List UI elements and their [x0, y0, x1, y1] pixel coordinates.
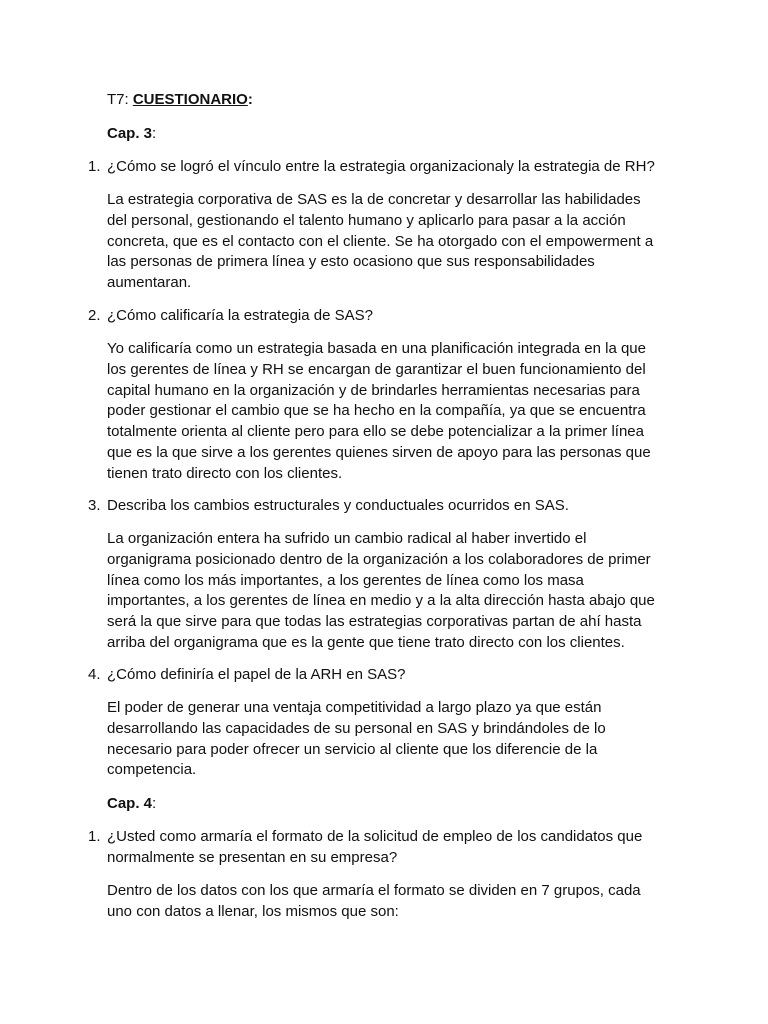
- answer-line: uno con datos a llenar, los mismos que son:: [107, 902, 399, 920]
- answer-line: competencia.: [107, 761, 197, 779]
- question-text: ¿Cómo se logró el vínculo entre la estrategia organizacionaly la estrategia de RH?: [107, 158, 655, 175]
- cap3-answer-2: [107, 339, 662, 485]
- answer-line: concreta, que es el contacto con el cliente. Se ha otorgado con el empowerment a: [107, 232, 654, 250]
- title-suffix: :: [247, 91, 253, 108]
- chapter-4-label: Cap. 4: [107, 795, 153, 812]
- cap3-question-2: [88, 306, 668, 327]
- answer-line: necesario para poder ofrecer un servicio al cliente que los diferencie de la: [107, 740, 598, 758]
- answer-line: los gerentes de línea y RH se encargan de garantizar el buen funcionamiento del: [107, 360, 646, 378]
- question-number: 1.: [88, 158, 101, 175]
- answer-line: capital humano en la organización y de brindarles herramientas necesarias para: [107, 381, 640, 399]
- answer-line: totalmente orienta al cliente pero para ello se debe potencializar a la primer línea: [107, 423, 644, 441]
- answer-line: importantes, a los gerentes de línea en medio y a la alta dirección hasta abajo que: [107, 592, 655, 610]
- question-number: 3.: [88, 497, 101, 514]
- chapter-4-heading: [107, 794, 156, 815]
- cap4-question-1: [88, 827, 668, 869]
- answer-line: del personal, gestionando el talento humano y aplicarlo para pasar a la acción: [107, 211, 626, 229]
- question-number: 4.: [88, 666, 101, 683]
- cap4-answer-1: [107, 881, 662, 923]
- question-number: 2.: [88, 307, 101, 324]
- cap3-question-4: [88, 665, 668, 686]
- chapter-4-colon: :: [152, 795, 157, 812]
- answer-line: El poder de generar una ventaja competitividad a largo plazo ya que están: [107, 699, 602, 716]
- answer-line: organigrama posicionado dentro de la organización a los colaboradores de primer: [107, 550, 651, 568]
- answer-line: será la que sirve para que todas las estrategias corporativas partan de ahí hasta: [107, 613, 642, 631]
- question-text-line: normalmente se presentan en su empresa?: [107, 848, 398, 866]
- answer-line: Yo calificaría como un estrategia basada en una planificación integrada en la que: [107, 340, 646, 357]
- answer-line: La organización entera ha sufrido un cambio radical al haber invertido el: [107, 530, 587, 547]
- answer-line: La estrategia corporativa de SAS es la de concretar y desarrollar las habilidades: [107, 191, 641, 208]
- chapter-3-colon: :: [152, 125, 157, 142]
- question-text: ¿Cómo definiría el papel de la ARH en SAS?: [107, 666, 406, 683]
- answer-line: desarrollando las capacidades de su personal en SAS y brindándoles de lo: [107, 719, 606, 737]
- answer-line: poder gestionar el cambio que se ha hecho en la compañía, ya que se encuentra: [107, 402, 646, 420]
- chapter-3-heading: [107, 124, 156, 145]
- cap3-question-1: [88, 157, 668, 178]
- question-text-line: ¿Usted como armaría el formato de la solicitud de empleo de los candidatos que: [107, 828, 643, 845]
- question-text: Describa los cambios estructurales y conductuales ocurridos en SAS.: [107, 497, 569, 514]
- title-prefix: T7:: [107, 91, 133, 108]
- cap3-answer-1: [107, 190, 662, 294]
- document-title: [107, 90, 253, 111]
- cap3-answer-4: [107, 698, 662, 781]
- answer-line: aumentaran.: [107, 274, 192, 292]
- question-text: ¿Cómo calificaría la estrategia de SAS?: [107, 307, 373, 324]
- cap3-question-3: [88, 496, 668, 517]
- question-number: 1.: [88, 828, 101, 845]
- cap3-answer-3: [107, 529, 662, 654]
- answer-line: arriba del organigrama que es la gente que tiene trato directo con los clientes.: [107, 633, 625, 651]
- answer-line: línea como los más importantes, a los gerentes de línea como los masa: [107, 571, 584, 589]
- answer-line: tienen trato directo con los clientes.: [107, 464, 343, 482]
- answer-line: las personas de primera línea y esto ocasiono que sus responsabilidades: [107, 253, 595, 271]
- chapter-3-label: Cap. 3: [107, 125, 153, 142]
- title-label: CUESTIONARIO: [132, 91, 248, 108]
- answer-line: que es la que sirve a los gerentes quienes sirven de apoyo para las personas que: [107, 443, 651, 461]
- answer-line: Dentro de los datos con los que armaría el formato se dividen en 7 grupos, cada: [107, 882, 641, 899]
